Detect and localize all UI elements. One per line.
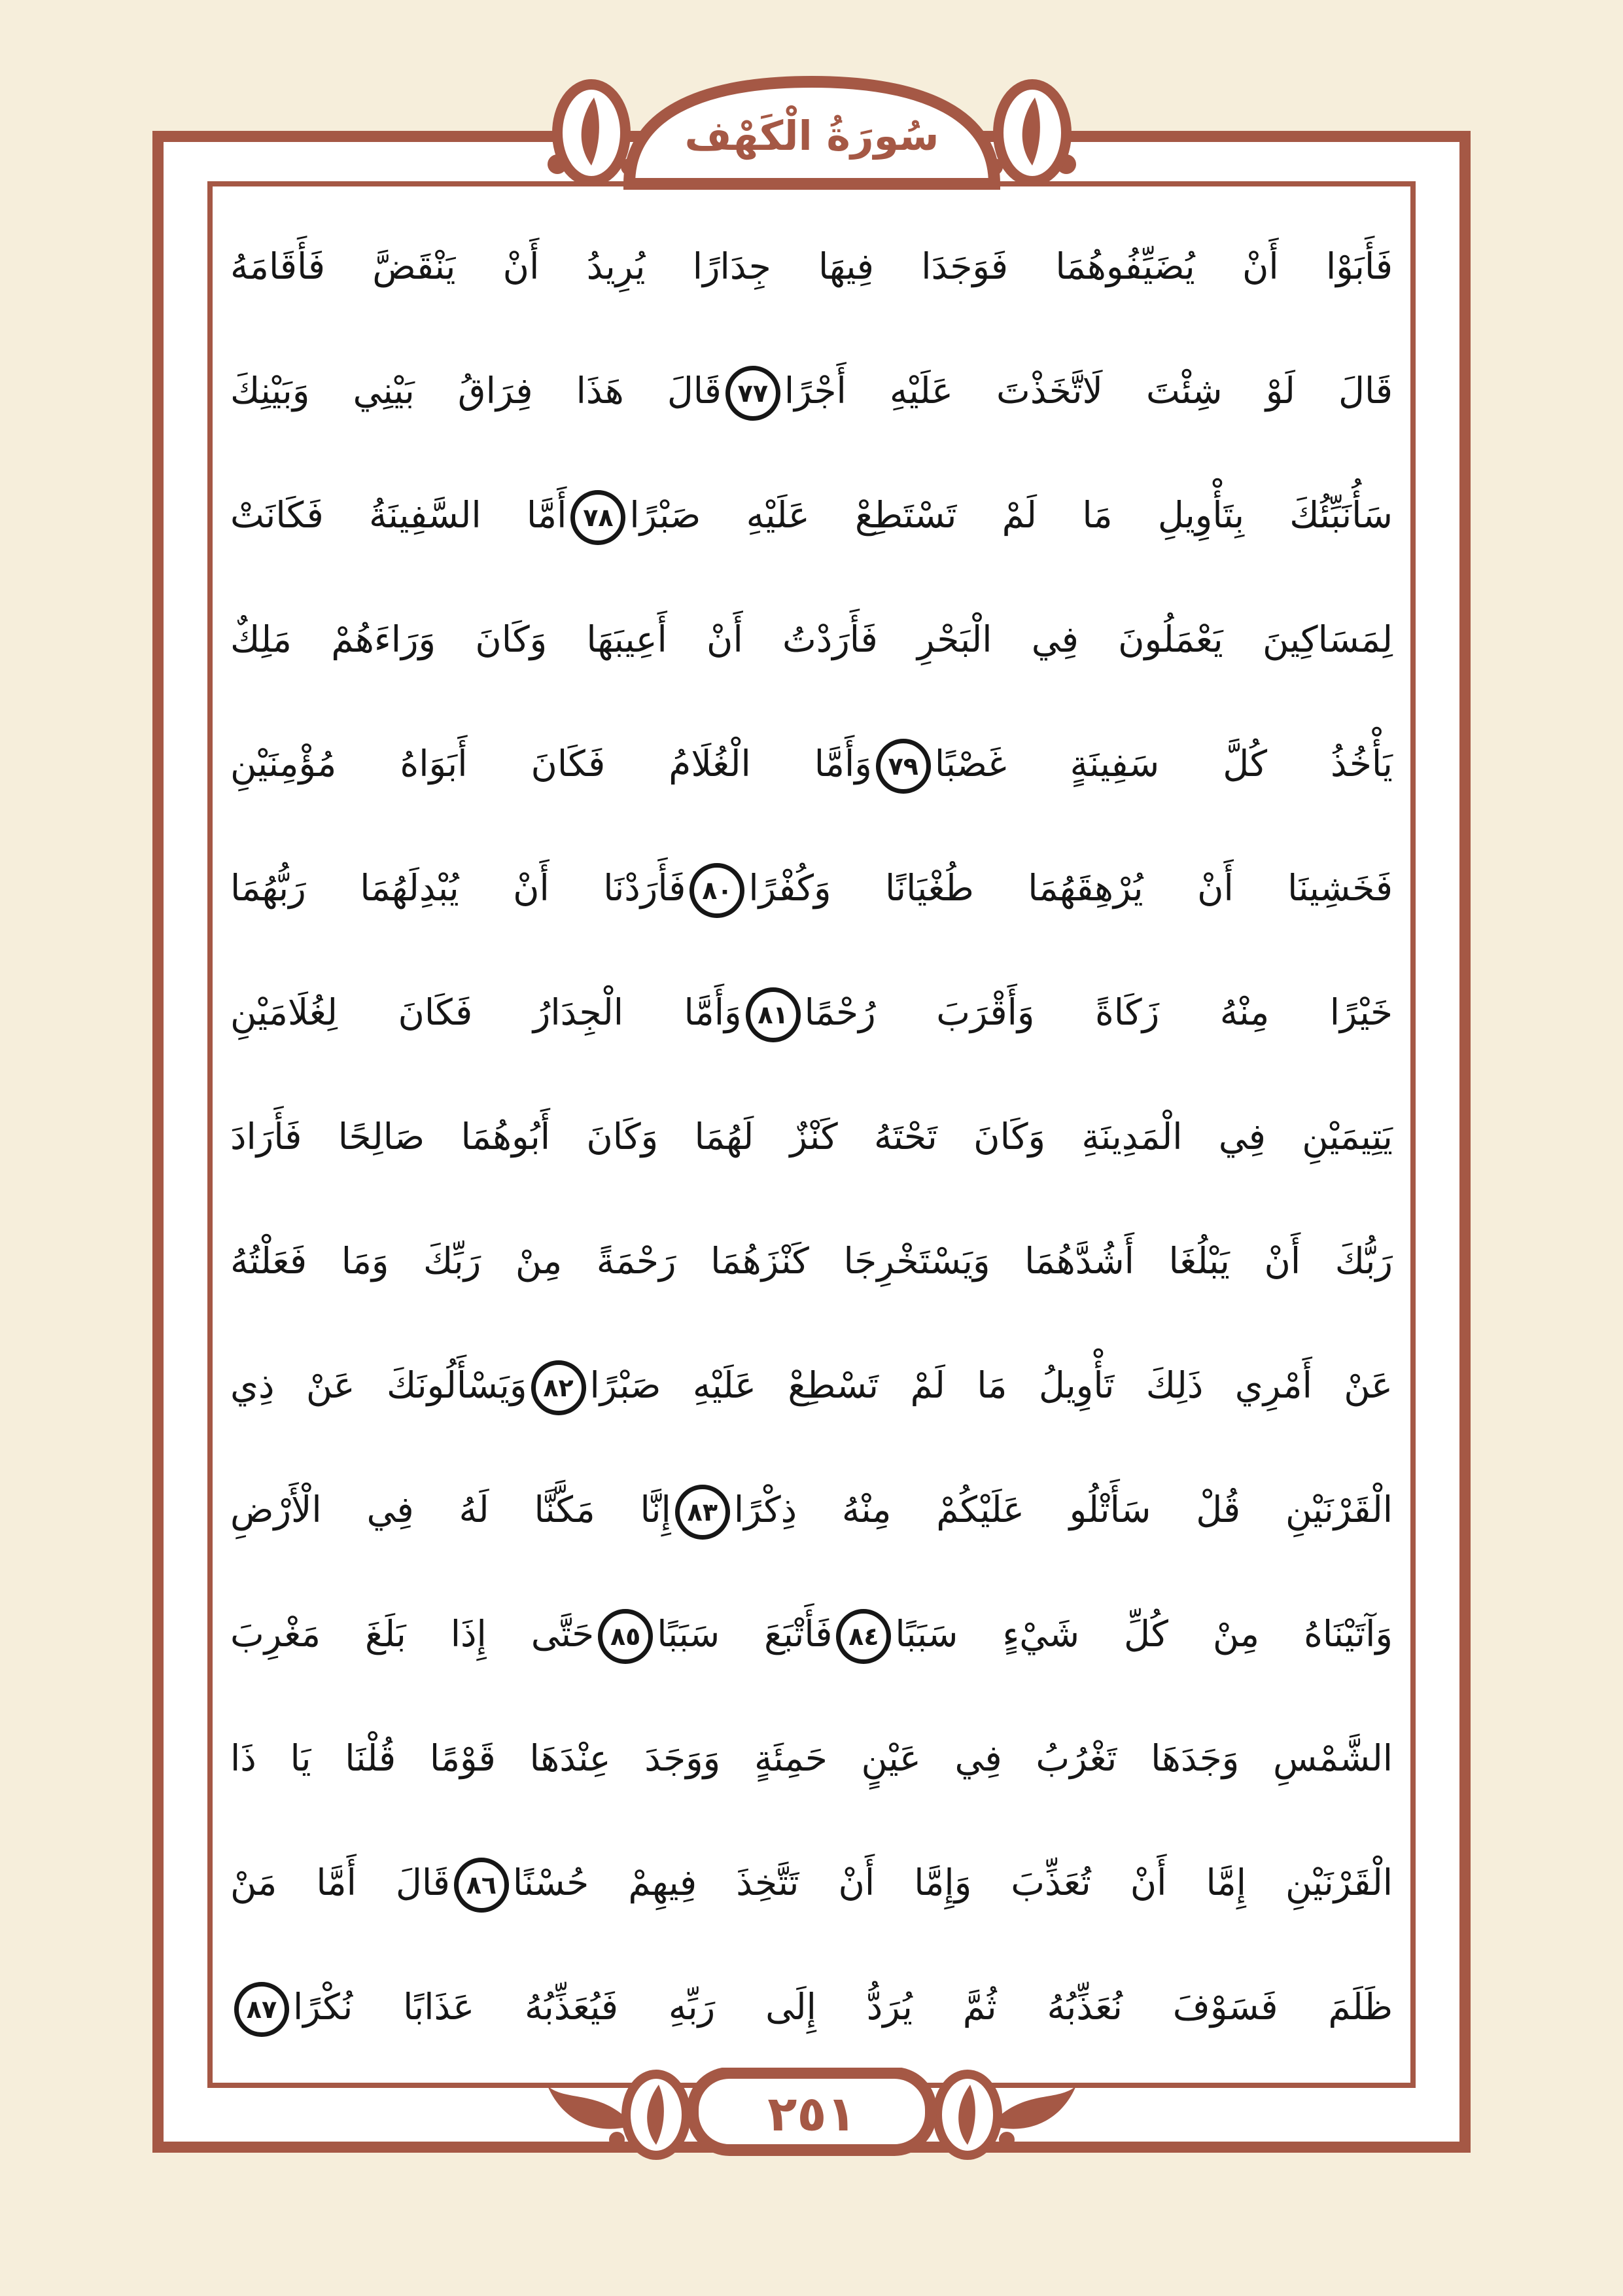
ayah-marker: ٨٧ [234, 1982, 289, 2037]
ayah-marker: ٨٤ [836, 1609, 891, 1664]
ayah-marker: ٨١ [746, 987, 801, 1042]
quran-text-segment: إِنَّا مَكَّنَّا لَهُ فِي الْأَرْضِ [230, 1489, 671, 1530]
quran-line [230, 1074, 1393, 1199]
ayah-marker: ٨٢ [531, 1360, 586, 1415]
page-number: ٢٥١ [767, 2086, 856, 2142]
quran-line [230, 701, 1393, 826]
quran-text-segment: وَأَمَّا الْجِدَارُ فَكَانَ لِغُلَامَيْنِ [230, 991, 742, 1033]
quran-line [230, 204, 1393, 328]
quran-text-segment: فَأَرَدْنَا أَنْ يُبْدِلَهُمَا رَبُّهُمَا [230, 867, 686, 909]
quran-lines [230, 204, 1393, 2069]
quran-line [230, 1572, 1393, 1696]
quran-text-segment: ظَلَمَ فَسَوْفَ نُعَذِّبُهُ ثُمَّ يُرَدُّ إِلَى رَبِّهِ فَيُعَذِّبُهُ عَذَابًا نُكْرًا [293, 1986, 1393, 2028]
footer-pagenumber-ornament [544, 2068, 1080, 2164]
wing-leaf-icon [548, 2086, 629, 2129]
ayah-marker: ٧٧ [725, 366, 780, 421]
surah-title: سُورَةُ الْكَهْف [684, 112, 939, 160]
quran-text-segment: فَأَتْبَعَ سَبَبًا [657, 1613, 833, 1655]
quran-text-segment: الْقَرْنَيْنِ إِمَّا أَنْ تُعَذِّبَ وَإِمَّا أَنْ تَتَّخِذَ فِيهِمْ حُسْنًا [512, 1862, 1393, 1903]
header-arch-ornament [501, 67, 1123, 198]
quran-text-segment: قَالَ لَوْ شِئْتَ لَاتَّخَذْتَ عَلَيْهِ أَجْرًا [784, 370, 1393, 412]
quran-line [230, 1323, 1393, 1447]
ayah-marker: ٨٠ [689, 863, 744, 918]
quran-line [230, 1696, 1393, 1820]
quran-text-segment: يَأْخُذُ كُلَّ سَفِينَةٍ غَصْبًا [934, 743, 1393, 785]
leaf-dot-icon [999, 2132, 1015, 2147]
quran-text-segment: قَالَ هَذَا فِرَاقُ بَيْنِي وَبَيْنِكَ [230, 370, 722, 412]
quran-line [230, 577, 1393, 701]
quran-text-segment: عَنْ أَمْرِي ذَلِكَ تَأْوِيلُ مَا لَمْ تَسْطِعْ عَلَيْهِ صَبْرًا [589, 1364, 1393, 1406]
ayah-marker: ٧٨ [570, 490, 625, 545]
quran-text-segment: خَيْرًا مِنْهُ زَكَاةً وَأَقْرَبَ رُحْمًا [804, 991, 1393, 1033]
ayah-marker: ٨٦ [454, 1858, 509, 1913]
quran-text-segment: فَأَبَوْا أَنْ يُضَيِّفُوهُمَا فَوَجَدَا فِيهَا جِدَارًا يُرِيدُ أَنْ يَنْقَضَّ فَأَقَامَهُ [230, 245, 1393, 287]
quran-text-segment: لِمَسَاكِينَ يَعْمَلُونَ فِي الْبَحْرِ فَأَرَدْتُ أَنْ أَعِيبَهَا وَكَانَ وَرَاءَهُمْ مَلِكٌ [230, 618, 1393, 660]
ayah-marker: ٨٥ [598, 1609, 653, 1664]
quran-text-segment: فَخَشِينَا أَنْ يُرْهِقَهُمَا طُغْيَانًا وَكُفْرًا [748, 867, 1393, 909]
quran-text-segment: أَمَّا السَّفِينَةُ فَكَانَتْ [230, 494, 567, 536]
quran-text-segment: رَبُّكَ أَنْ يَبْلُغَا أَشُدَّهُمَا وَيَسْتَخْرِجَا كَنْزَهُمَا رَحْمَةً مِنْ رَبِّكَ وَمَا فَعَلْتُهُ [230, 1240, 1393, 1282]
quran-line [230, 328, 1393, 453]
quran-text-segment: سَأُنَبِّئُكَ بِتَأْوِيلِ مَا لَمْ تَسْتَطِعْ عَلَيْهِ صَبْرًا [629, 494, 1393, 536]
quran-text-segment: قَالَ أَمَّا مَنْ [230, 1862, 450, 1903]
leaf-dot-icon [609, 2132, 625, 2147]
quran-line [230, 1447, 1393, 1572]
ayah-marker: ٧٩ [876, 739, 931, 794]
quran-text-segment: الشَّمْسِ وَجَدَهَا تَغْرُبُ فِي عَيْنٍ حَمِئَةٍ وَوَجَدَ عِنْدَهَا قَوْمًا قُلْنَا يَا ذَا [230, 1737, 1393, 1779]
quran-text-segment: حَتَّى إِذَا بَلَغَ مَغْرِبَ [230, 1613, 595, 1655]
quran-text-segment: الْقَرْنَيْنِ قُلْ سَأَتْلُو عَلَيْكُمْ مِنْهُ ذِكْرًا [733, 1489, 1393, 1530]
quran-text-segment: وَأَمَّا الْغُلَامُ فَكَانَ أَبَوَاهُ مُؤْمِنَيْنِ [230, 743, 872, 785]
quran-line [230, 1945, 1393, 2069]
quran-line [230, 950, 1393, 1074]
quran-line [230, 826, 1393, 950]
quran-text-segment: وَآتَيْنَاهُ مِنْ كُلِّ شَيْءٍ سَبَبًا [895, 1613, 1393, 1655]
quran-text-segment: وَيَسْأَلُونَكَ عَنْ ذِي [230, 1364, 527, 1406]
quran-line [230, 1820, 1393, 1945]
ayah-marker: ٨٣ [675, 1485, 730, 1540]
quran-text-segment: يَتِيمَيْنِ فِي الْمَدِينَةِ وَكَانَ تَحْتَهُ كَنْزٌ لَهُمَا وَكَانَ أَبُوهُمَا صَالِحًا فَأَرَادَ [230, 1116, 1393, 1157]
quran-line [230, 1199, 1393, 1323]
wing-leaf-icon [995, 2086, 1076, 2129]
quran-line [230, 453, 1393, 577]
